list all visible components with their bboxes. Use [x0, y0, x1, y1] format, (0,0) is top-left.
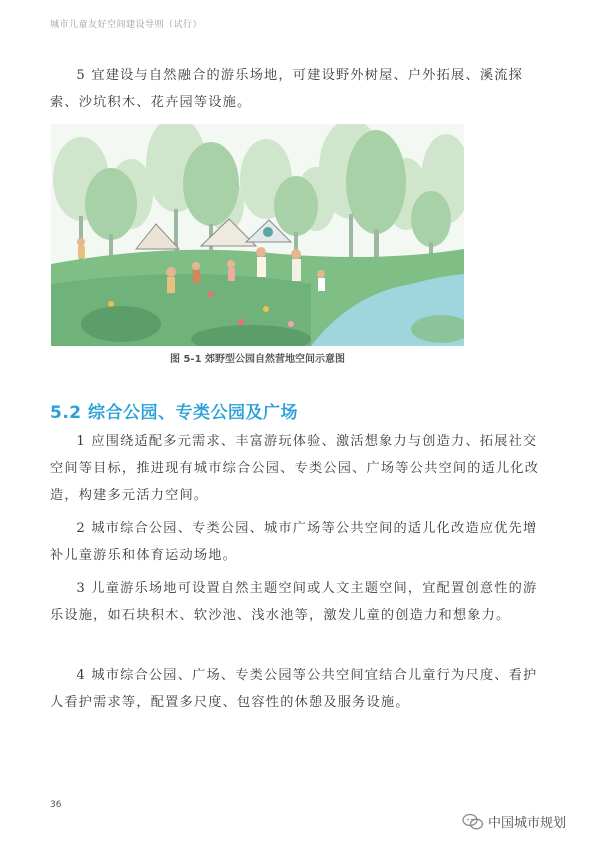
- figure-illustration: [51, 124, 464, 346]
- section-paragraph-3: 3 儿童游乐场地可设置自然主题空间或人文主题空间，宜配置创意性的游乐设施，如石块积木、软沙池、浅水池等，激发儿童的创造力和想象力。: [50, 581, 538, 623]
- figure-caption: 图 5-1 郊野型公园自然营地空间示意图: [169, 354, 346, 365]
- wechat-icon: [462, 813, 484, 831]
- section-paragraph-4: 4 城市综合公园、广场、专类公园等公共空间宜结合儿童行为尺度、看护人看护需求等，配置多尺度、包容性的休憩及服务设施。: [50, 668, 538, 710]
- section-paragraph-2: 2 城市综合公园、专类公园、城市广场等公共空间的适儿化改造应优先增补儿童游乐和体育运动场地。: [50, 521, 538, 563]
- page-number: 36: [50, 800, 62, 810]
- running-header: 城市儿童友好空间建设导则（试行）: [50, 20, 203, 30]
- section-heading: 5.2 综合公园、专类公园及广场: [50, 403, 299, 423]
- intro-paragraph: 5 宜建设与自然融合的游乐场地，可建设野外树屋、户外拓展、溪流探索、沙坑积木、花卉园等设施。: [50, 68, 523, 110]
- watermark: [462, 812, 566, 831]
- campsite-illustration: [51, 124, 464, 346]
- section-paragraph-1: 1 应围绕适配多元需求、丰富游玩体验、激活想象力与创造力、拓展社交空间等目标，推进现有城市综合公园、专类公园、广场等公共空间的适儿化改造，构建多元活力空间。: [50, 434, 540, 503]
- watermark-text: 中国城市规划: [488, 816, 567, 831]
